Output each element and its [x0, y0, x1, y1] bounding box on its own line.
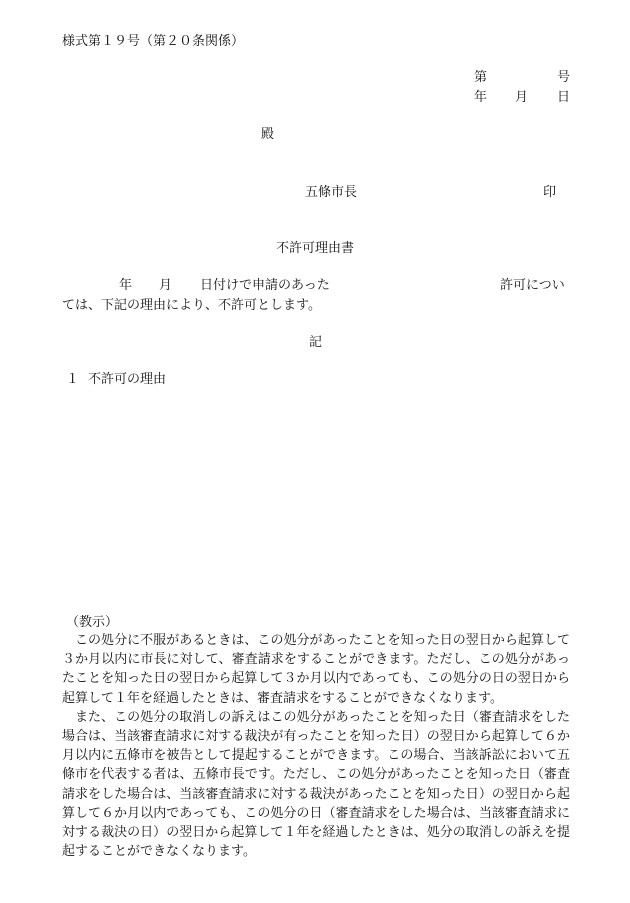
body-line-1 — [62, 278, 568, 294]
date-day-label: 日 — [557, 90, 571, 105]
date-year-label: 年 — [474, 90, 488, 105]
document-number-line — [474, 70, 570, 86]
body-date-text: 日付けで申請のあった — [200, 278, 330, 293]
ki-heading: 記 — [309, 335, 323, 350]
issuer-name: 五條市長 — [305, 185, 358, 200]
body-year-label: 年 — [119, 278, 133, 293]
issue-date-line — [474, 90, 570, 106]
body-month-label: 月 — [159, 278, 173, 293]
document-number-suffix: 号 — [557, 70, 571, 85]
document-title: 不許可理由書 — [276, 241, 355, 256]
date-month-label: 月 — [515, 90, 529, 105]
addressee-suffix: 殿 — [261, 127, 275, 142]
document-number-prefix: 第 — [474, 70, 488, 85]
body-permit-text: 許可につい — [500, 278, 565, 293]
kyoji-section — [62, 614, 570, 861]
kyoji-paragraph-2: また、この処分の取消しの訴えはこの処分があったことを知った日（審査請求をした場合は、当該審査請求に対する裁決が有ったことを知った日）の翌日から起算して６か月以内に五條市を被告として提起することができます。この場合、当該訴訟において五條市を代表する者は、五條市長です。ただし、この処分があったことを知った日（審査請求をした場合は、当該審査請求に対する裁決があったことを知った日）の翌日から起算して６か月以内であっても、この処分の日（審査請求をした場合は、当該審査請求に対する裁決の日）の翌日から起算して１年を経過したときは、処分の取消しの訴えを提起することができなくなります。 — [62, 709, 570, 860]
item-reason — [66, 372, 166, 388]
item-label: 不許可の理由 — [88, 372, 167, 387]
kyoji-paragraph-1: この処分に不服があるときは、この処分があったことを知った日の翌日から起算して３か月以内に市長に対して、審査請求をすることができます。ただし、この処分があったことを知った日の翌日から起算して３か月以内であっても、この処分の日の翌日から起算して１年を経過したときは、審査請求をすることができなくなります。 — [62, 633, 570, 706]
kyoji-heading: （教示） — [66, 615, 119, 630]
body-line-2: ては、下記の理由により、不許可とします。 — [62, 298, 321, 313]
item-number: １ — [66, 372, 80, 387]
form-number: 様式第１９号（第２０条関係） — [62, 34, 245, 49]
seal-mark: 印 — [543, 185, 557, 200]
